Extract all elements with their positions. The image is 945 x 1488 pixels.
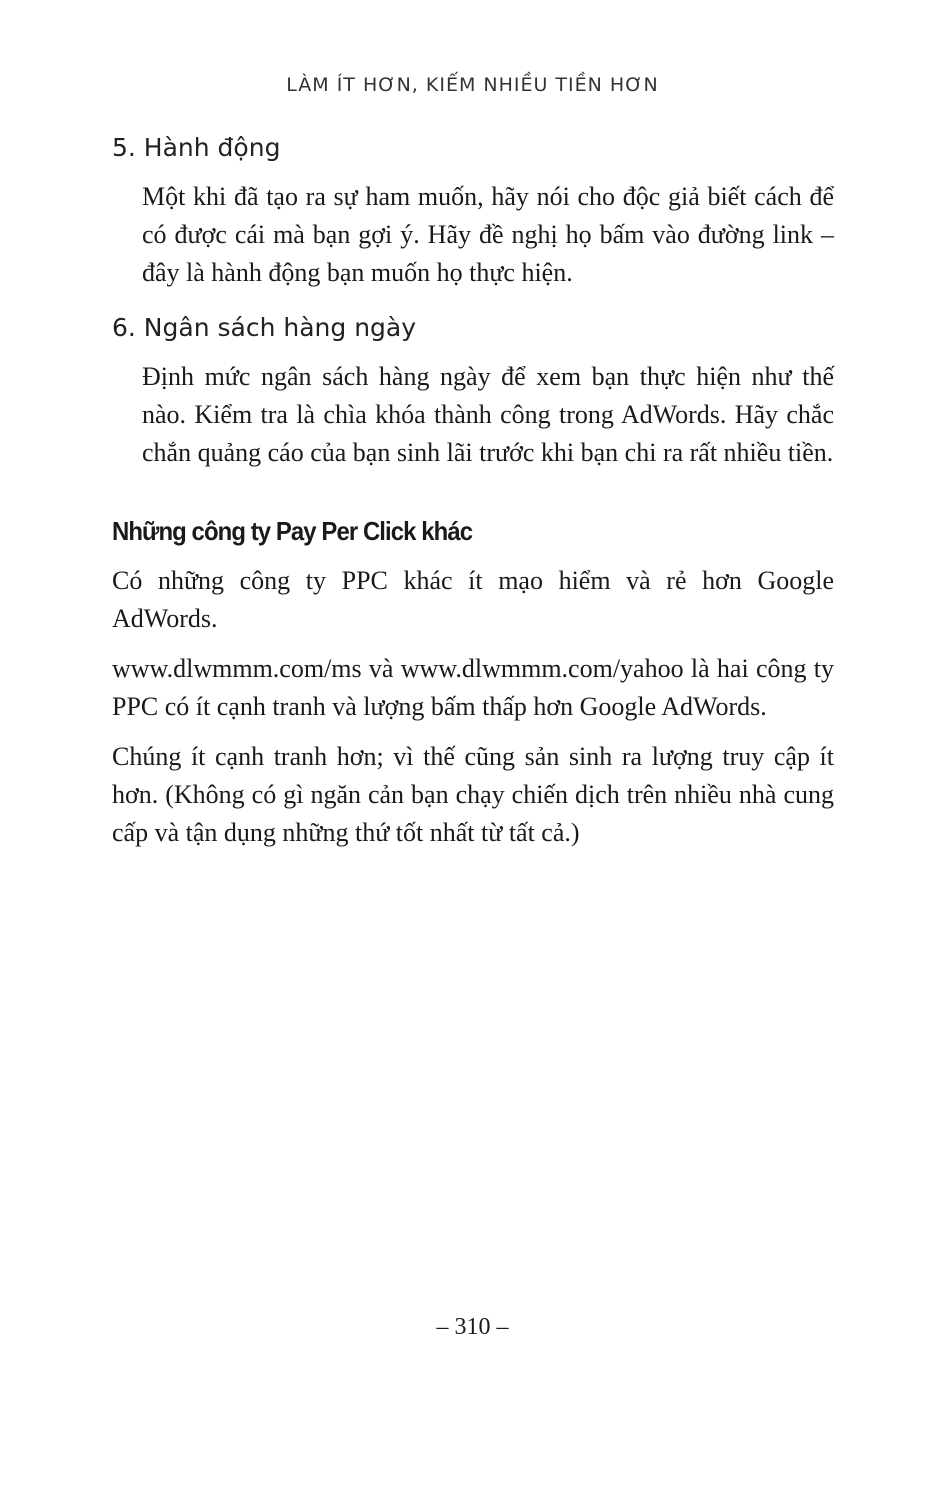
paragraph: www.dlwmmm.com/ms và www.dlwmmm.com/yahoo là hai công ty PPC có ít cạnh tranh và lượng bấm thấp hơn Google AdWords. [112,654,834,721]
paragraph: Có những công ty PPC khác ít mạo hiểm và rẻ hơn Google AdWords. [112,566,834,633]
list-item-daily-budget [112,308,834,472]
paragraph: Chúng ít cạnh tranh hơn; vì thế cũng sản sinh ra lượng truy cập ít hơn. (Không có gì ngăn cản bạn chạy chiến dịch trên nhiều nhà cung cấp và tận dụng những thứ tốt nhất từ tất cả.) [112,742,834,847]
running-head: LÀM ÍT HƠN, KIẾM NHIỀU TIỀN HƠN [286,74,659,96]
item-heading: 6. Ngân sách hàng ngày [112,313,417,342]
list-item-action [112,128,834,292]
item-heading: 5. Hành động [112,133,281,162]
item-body: Định mức ngân sách hàng ngày để xem bạn thực hiện như thế nào. Kiểm tra là chìa khóa thành công trong AdWords. Hãy chắc chắn quảng cáo của bạn sinh lãi trước khi bạn chi ra rất nhiều tiền. [142,362,834,467]
page-content [112,128,834,864]
section-heading: Những công ty Pay Per Click khác [112,516,473,546]
page-number: – 310 – [436,1314,509,1340]
item-body: Một khi đã tạo ra sự ham muốn, hãy nói cho độc giả biết cách để có được cái mà bạn gợi ý. Hãy đề nghị họ bấm vào đường link – đây là hành động bạn muốn họ thực hiện. [142,182,834,287]
